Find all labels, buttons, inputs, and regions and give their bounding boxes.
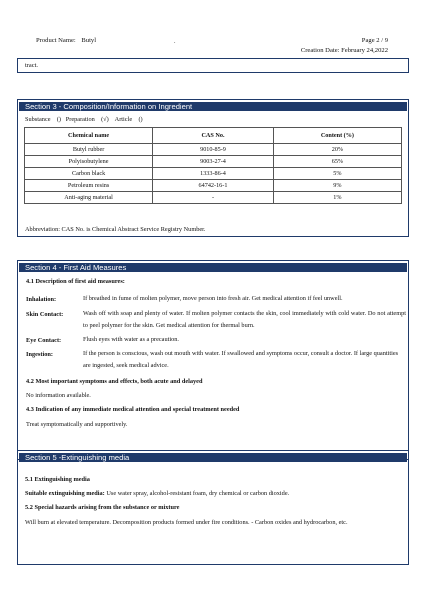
- eye-contact-text: Flush eyes with water as a precaution.: [83, 336, 179, 343]
- header-meta: [301, 36, 388, 56]
- table-cell: 9%: [273, 180, 401, 192]
- table-row: [25, 168, 402, 180]
- subsection-4-1: 4.1 Description of first aid measures:: [26, 278, 125, 285]
- section-3-box: [17, 99, 409, 237]
- table-cell: Polyisobutylene: [25, 156, 153, 168]
- section-4-title: Section 4 - First Aid Measures: [19, 263, 407, 272]
- section-5-box: [17, 450, 409, 565]
- page-number: Page 2 / 9: [361, 37, 388, 44]
- table-cell: 1%: [273, 192, 401, 204]
- table-header-cell: Content (%): [273, 128, 401, 144]
- ingestion-label: Ingestion:: [26, 351, 53, 358]
- table-row: [25, 144, 402, 156]
- inhalation-label: Inhalation:: [26, 296, 57, 303]
- section-4-box: [17, 260, 409, 460]
- table-row: [25, 180, 402, 192]
- table-cell: 5%: [273, 168, 401, 180]
- table-cell: 9003-27-4: [153, 156, 274, 168]
- subsection-4-3-text: Treat symptomatically and supportively.: [26, 421, 128, 428]
- continuation-box: [17, 58, 409, 73]
- table-header-cell: Chemical name: [25, 128, 153, 144]
- table-cell: Carbon black: [25, 168, 153, 180]
- subsection-5-2-text: Will burn at elevated temperature. Decomposition products formed under fire conditions. - Carbon oxides and hydrocarbon, etc.: [25, 519, 348, 526]
- product-name-label: Product Name:: [36, 37, 76, 44]
- creation-date: Creation Date: February 24,2022: [300, 47, 388, 54]
- substance-line: Substance () Preparation (√) Article (): [25, 116, 143, 123]
- section-3-title: Section 3 - Composition/Information on Ingredient: [19, 102, 407, 111]
- table-cell: 65%: [273, 156, 401, 168]
- table-row: [25, 192, 402, 204]
- inhalation-text: If breathed in fume of molten polymer, move person into fresh air. Get medical attention if feel unwell.: [83, 295, 343, 302]
- table-cell: 1333-86-4: [153, 168, 274, 180]
- suitable-media-label: Suitable extinguishing media:: [25, 490, 105, 497]
- header-dot: .: [174, 39, 176, 45]
- section-5-title: Section 5 -Extinguishing media: [19, 453, 407, 462]
- table-header-cell: CAS No.: [153, 128, 274, 144]
- composition-table: [24, 127, 402, 204]
- table-header-row: [25, 128, 402, 144]
- subsection-5-1: 5.1 Extinguishing media: [25, 476, 90, 483]
- eye-contact-label: Eye Contact:: [26, 337, 62, 344]
- table-cell: 20%: [273, 144, 401, 156]
- subsection-5-2: 5.2 Special hazards arising from the substance or mixture: [25, 504, 180, 511]
- continuation-text: tract.: [25, 62, 38, 69]
- suitable-media-line: [25, 490, 289, 497]
- table-cell: Anti-aging material: [25, 192, 153, 204]
- abbreviation-note: Abbreviation: CAS No. is Chemical Abstract Service Registry Number.: [25, 226, 206, 233]
- table-cell: -: [153, 192, 274, 204]
- table-cell: 64742-16-1: [153, 180, 274, 192]
- skin-contact-label: Skin Contact:: [26, 311, 64, 318]
- subsection-4-3: 4.3 Indication of any immediate medical attention and special treatment needed: [26, 406, 240, 413]
- table-cell: Petroleum resins: [25, 180, 153, 192]
- suitable-media-text: Use water spray, alcohol-resistant foam, dry chemical or carbon dioxide.: [106, 490, 290, 497]
- subsection-4-2: 4.2 Most important symptoms and effects, both acute and delayed: [26, 378, 203, 385]
- product-name-line: [36, 37, 96, 44]
- subsection-4-2-text: No information available.: [26, 392, 91, 399]
- skin-contact-text: Wash off with soap and plenty of water. If molten polymer contacts the skin, cool immediately with cold water. Do not attempt to peel polymer for the skin. Get medical attention for thermal burn.: [83, 310, 406, 329]
- ingestion-text: If the person is conscious, wash out mouth with water. If swallowed and symptoms occur, consult a doctor. If large quantities are ingested, seek medical advice.: [83, 350, 399, 369]
- table-cell: 9010-85-9: [153, 144, 274, 156]
- product-name-value: Butyl: [81, 37, 97, 44]
- table-cell: Butyl rubber: [25, 144, 153, 156]
- table-row: [25, 156, 402, 168]
